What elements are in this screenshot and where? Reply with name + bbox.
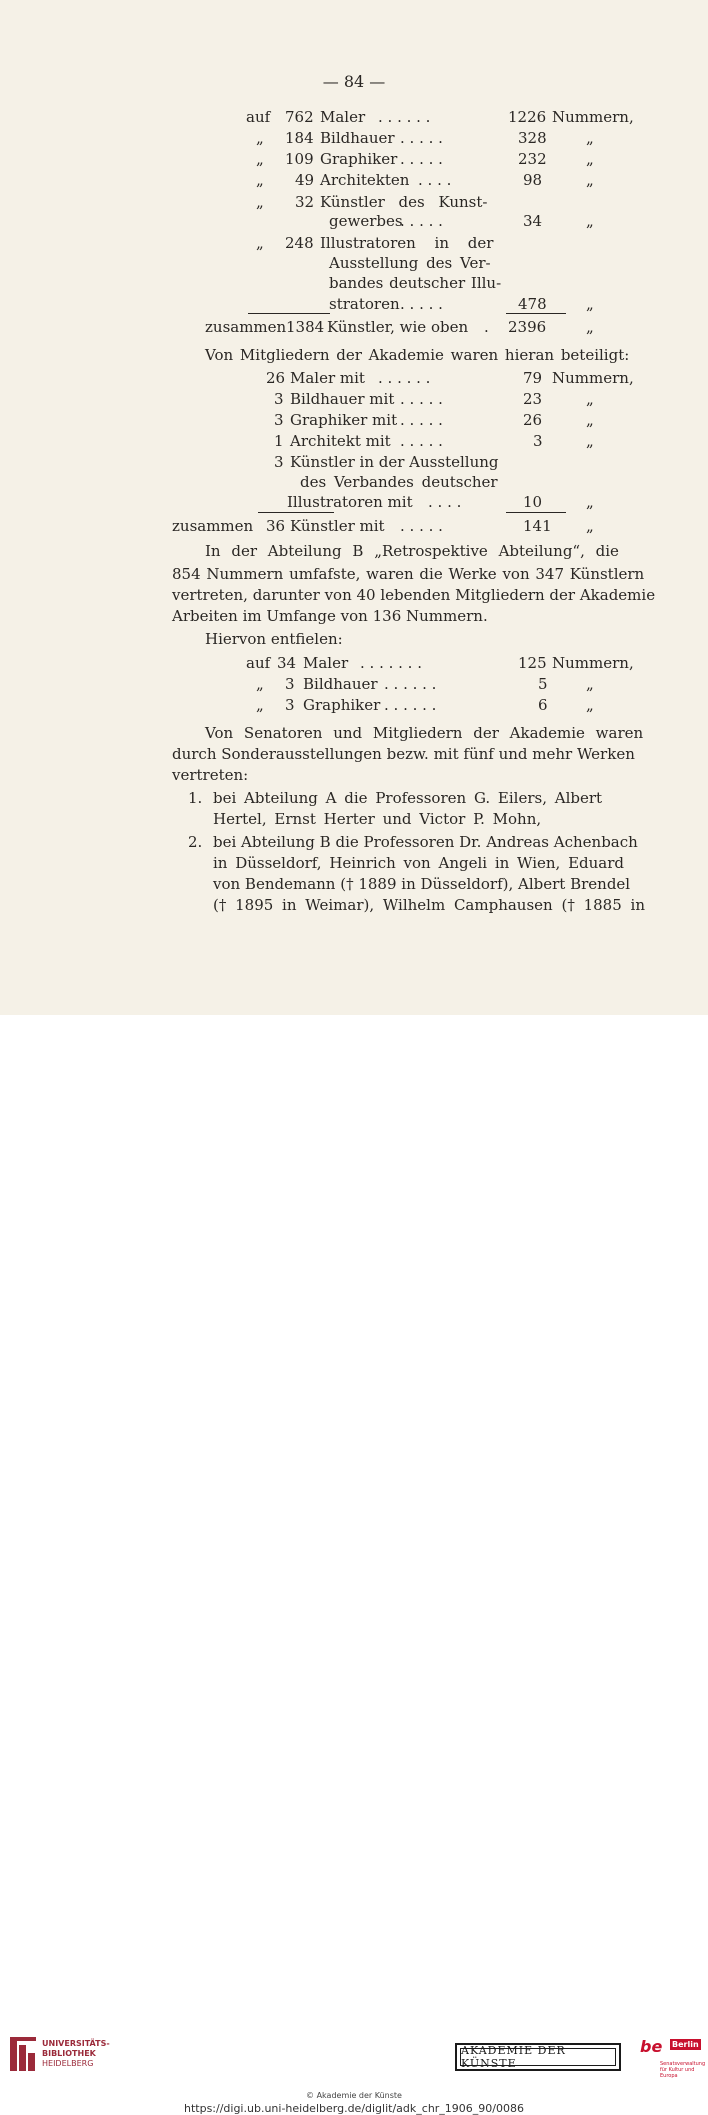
row-value: 26	[523, 411, 543, 429]
row-value: 232	[518, 150, 547, 168]
row-dots: . . . . . .	[384, 675, 437, 693]
row-name-line: des Verbandes deutscher	[300, 473, 498, 491]
library-name-line: BIBLIOTHEK	[42, 2049, 96, 2058]
list-marker: 1.	[188, 789, 203, 807]
list-item-line: bei Abteilung A die Professoren G. Eilers, Albert	[213, 789, 603, 807]
row-dots: . . . . .	[400, 212, 443, 230]
row-value: 478	[518, 295, 547, 313]
row-prefix: „	[256, 171, 264, 189]
paragraph-line: Von Senatoren und Mitgliedern der Akademie waren	[205, 724, 644, 742]
list-item-line: († 1895 in Weimar), Wilhelm Camphausen († 1885 in	[213, 896, 645, 914]
row-unit: „	[586, 411, 594, 429]
total-count: 36	[266, 517, 286, 535]
row-prefix: auf	[246, 108, 271, 126]
library-name-line: UNIVERSITÄTS-	[42, 2039, 110, 2048]
row-prefix: „	[256, 696, 264, 714]
row-value: 10	[523, 493, 543, 511]
library-name	[42, 2039, 110, 2069]
berlin-logo[interactable]	[640, 2037, 706, 2081]
row-count: 248	[285, 234, 314, 252]
row-unit: „	[586, 212, 594, 230]
paragraph-line: vertreten, darunter von 40 lebenden Mitgliedern der Akademie	[172, 586, 656, 604]
scanned-page	[0, 0, 708, 1015]
row-name: Bildhauer	[303, 675, 378, 693]
row-value: 5	[538, 675, 548, 693]
academy-logo[interactable]	[455, 2043, 621, 2071]
row-unit: „	[586, 696, 594, 714]
row-count: 109	[285, 150, 314, 168]
row-name: Bildhauer	[320, 129, 395, 147]
row-prefix: „	[256, 193, 264, 211]
row-unit: „	[586, 390, 594, 408]
total-unit: „	[586, 318, 594, 336]
row-count: 3	[274, 390, 284, 408]
paragraph-line: vertreten:	[172, 766, 249, 784]
row-dots: . . . . . .	[378, 108, 431, 126]
paragraph-line: Von Mitgliedern der Akademie waren hieran beteiligt:	[205, 346, 630, 364]
row-dots: . . . . .	[400, 390, 443, 408]
row-dots: . . . . .	[400, 129, 443, 147]
row-count: 3	[285, 696, 295, 714]
row-count: 26	[266, 369, 286, 387]
total-value: 141	[523, 517, 552, 535]
row-unit: „	[586, 150, 594, 168]
row-dots: . . . . .	[400, 295, 443, 313]
row-dots: . . . .	[428, 493, 462, 511]
total-text: Künstler mit	[290, 517, 385, 535]
row-unit: „	[586, 432, 594, 450]
row-dots: . . . .	[418, 171, 452, 189]
total-count: 1384	[286, 318, 325, 336]
sum-rule	[248, 313, 330, 314]
paragraph-line: durch Sonderausstellungen bezw. mit fünf und mehr Werken	[172, 745, 635, 763]
row-value: 3	[533, 432, 543, 450]
row-prefix: auf	[246, 654, 271, 672]
paragraph-line: 854 Nummern umfafste, waren die Werke von 347 Künstlern	[172, 565, 645, 583]
row-value: 79	[523, 369, 543, 387]
row-unit: „	[586, 493, 594, 511]
row-value: 1226	[508, 108, 547, 126]
row-prefix: „	[256, 129, 264, 147]
row-dots: . . . . . .	[378, 369, 431, 387]
row-unit: Nummern,	[552, 654, 634, 672]
row-name: Architekt mit	[290, 432, 391, 450]
row-unit: „	[586, 675, 594, 693]
berlin-be-mark: be	[640, 2037, 663, 2056]
row-name-line: Illustratoren in der	[320, 234, 494, 252]
row-count: 49	[295, 171, 315, 189]
page-number: — 84 —	[322, 72, 386, 91]
berlin-tag: Berlin	[672, 2040, 699, 2049]
row-count: 1	[274, 432, 284, 450]
row-name: Maler	[320, 108, 366, 126]
row-dots: . . . . .	[400, 150, 443, 168]
row-value: 125	[518, 654, 547, 672]
row-name: Graphiker	[320, 150, 398, 168]
permalink-url[interactable]: https://digi.ub.uni-heidelberg.de/diglit/adk_chr_1906_90/0086	[183, 2102, 525, 2115]
sum-rule	[506, 313, 566, 314]
university-library-logo-icon	[8, 2035, 38, 2075]
total-value: 2396	[508, 318, 547, 336]
row-name-line: bandes deutscher Illu-	[329, 274, 502, 292]
row-unit: „	[586, 129, 594, 147]
copyright-notice: © Akademie der Künste	[306, 2091, 402, 2100]
row-value: 6	[538, 696, 548, 714]
row-unit: Nummern,	[552, 369, 634, 387]
paragraph-line: In der Abteilung B „Retrospektive Abteilung“, die	[205, 542, 619, 560]
total-dots: . . . . .	[400, 517, 443, 535]
row-name-line: Künstler in der Ausstellung	[290, 453, 499, 471]
list-item-line: Hertel, Ernst Herter und Victor P. Mohn,	[213, 810, 542, 828]
total-text: Künstler, wie oben	[327, 318, 469, 336]
row-name-line: stratoren	[329, 295, 400, 313]
row-name-line: Illustratoren mit	[287, 493, 413, 511]
row-count: 762	[285, 108, 314, 126]
row-count: 3	[274, 453, 284, 471]
berlin-subtitle: Senatsverwaltung für Kultur und Europa	[660, 2061, 706, 2079]
viewer-footer	[0, 1015, 708, 2115]
total-label: zusammen	[205, 318, 287, 336]
row-name: Bildhauer mit	[290, 390, 395, 408]
paragraph-line: Arbeiten im Umfange von 136 Nummern.	[172, 607, 488, 625]
row-count: 34	[277, 654, 297, 672]
list-item-line: von Bendemann († 1889 in Düsseldorf), Albert Brendel	[213, 875, 631, 893]
row-value: 34	[523, 212, 543, 230]
row-name: Graphiker mit	[290, 411, 398, 429]
total-unit: „	[586, 517, 594, 535]
row-dots: . . . . . .	[384, 696, 437, 714]
sum-rule	[258, 512, 334, 513]
academy-label: AKADEMIE DER KÜNSTE	[460, 2048, 616, 2066]
row-prefix: „	[256, 150, 264, 168]
row-value: 328	[518, 129, 547, 147]
row-name-line: Künstler des Kunst-	[320, 193, 488, 211]
sum-rule	[506, 512, 566, 513]
row-name-line: Ausstellung des Ver-	[329, 254, 491, 272]
list-item-line: in Düsseldorf, Heinrich von Angeli in Wien, Eduard	[213, 854, 624, 872]
library-name-line: HEIDELBERG	[42, 2059, 94, 2068]
total-dots: .	[484, 318, 489, 336]
row-name-line: gewerbes	[329, 212, 403, 230]
total-label: zusammen	[172, 517, 254, 535]
row-name: Graphiker	[303, 696, 381, 714]
list-item-line: bei Abteilung B die Professoren Dr. Andreas Achenbach	[213, 833, 638, 851]
list-marker: 2.	[188, 833, 203, 851]
row-prefix: „	[256, 675, 264, 693]
row-count: 3	[285, 675, 295, 693]
paragraph-line: Hiervon entfielen:	[205, 630, 343, 648]
row-value: 23	[523, 390, 543, 408]
row-dots: . . . . .	[400, 432, 443, 450]
row-dots: . . . . .	[400, 411, 443, 429]
row-name: Architekten	[320, 171, 410, 189]
row-count: 32	[295, 193, 315, 211]
row-name: Maler	[303, 654, 349, 672]
row-count: 3	[274, 411, 284, 429]
row-value: 98	[523, 171, 543, 189]
row-unit: „	[586, 295, 594, 313]
row-count: 184	[285, 129, 314, 147]
row-unit: Nummern,	[552, 108, 634, 126]
row-name: Maler mit	[290, 369, 365, 387]
row-prefix: „	[256, 234, 264, 252]
row-dots: . . . . . . .	[360, 654, 422, 672]
row-unit: „	[586, 171, 594, 189]
